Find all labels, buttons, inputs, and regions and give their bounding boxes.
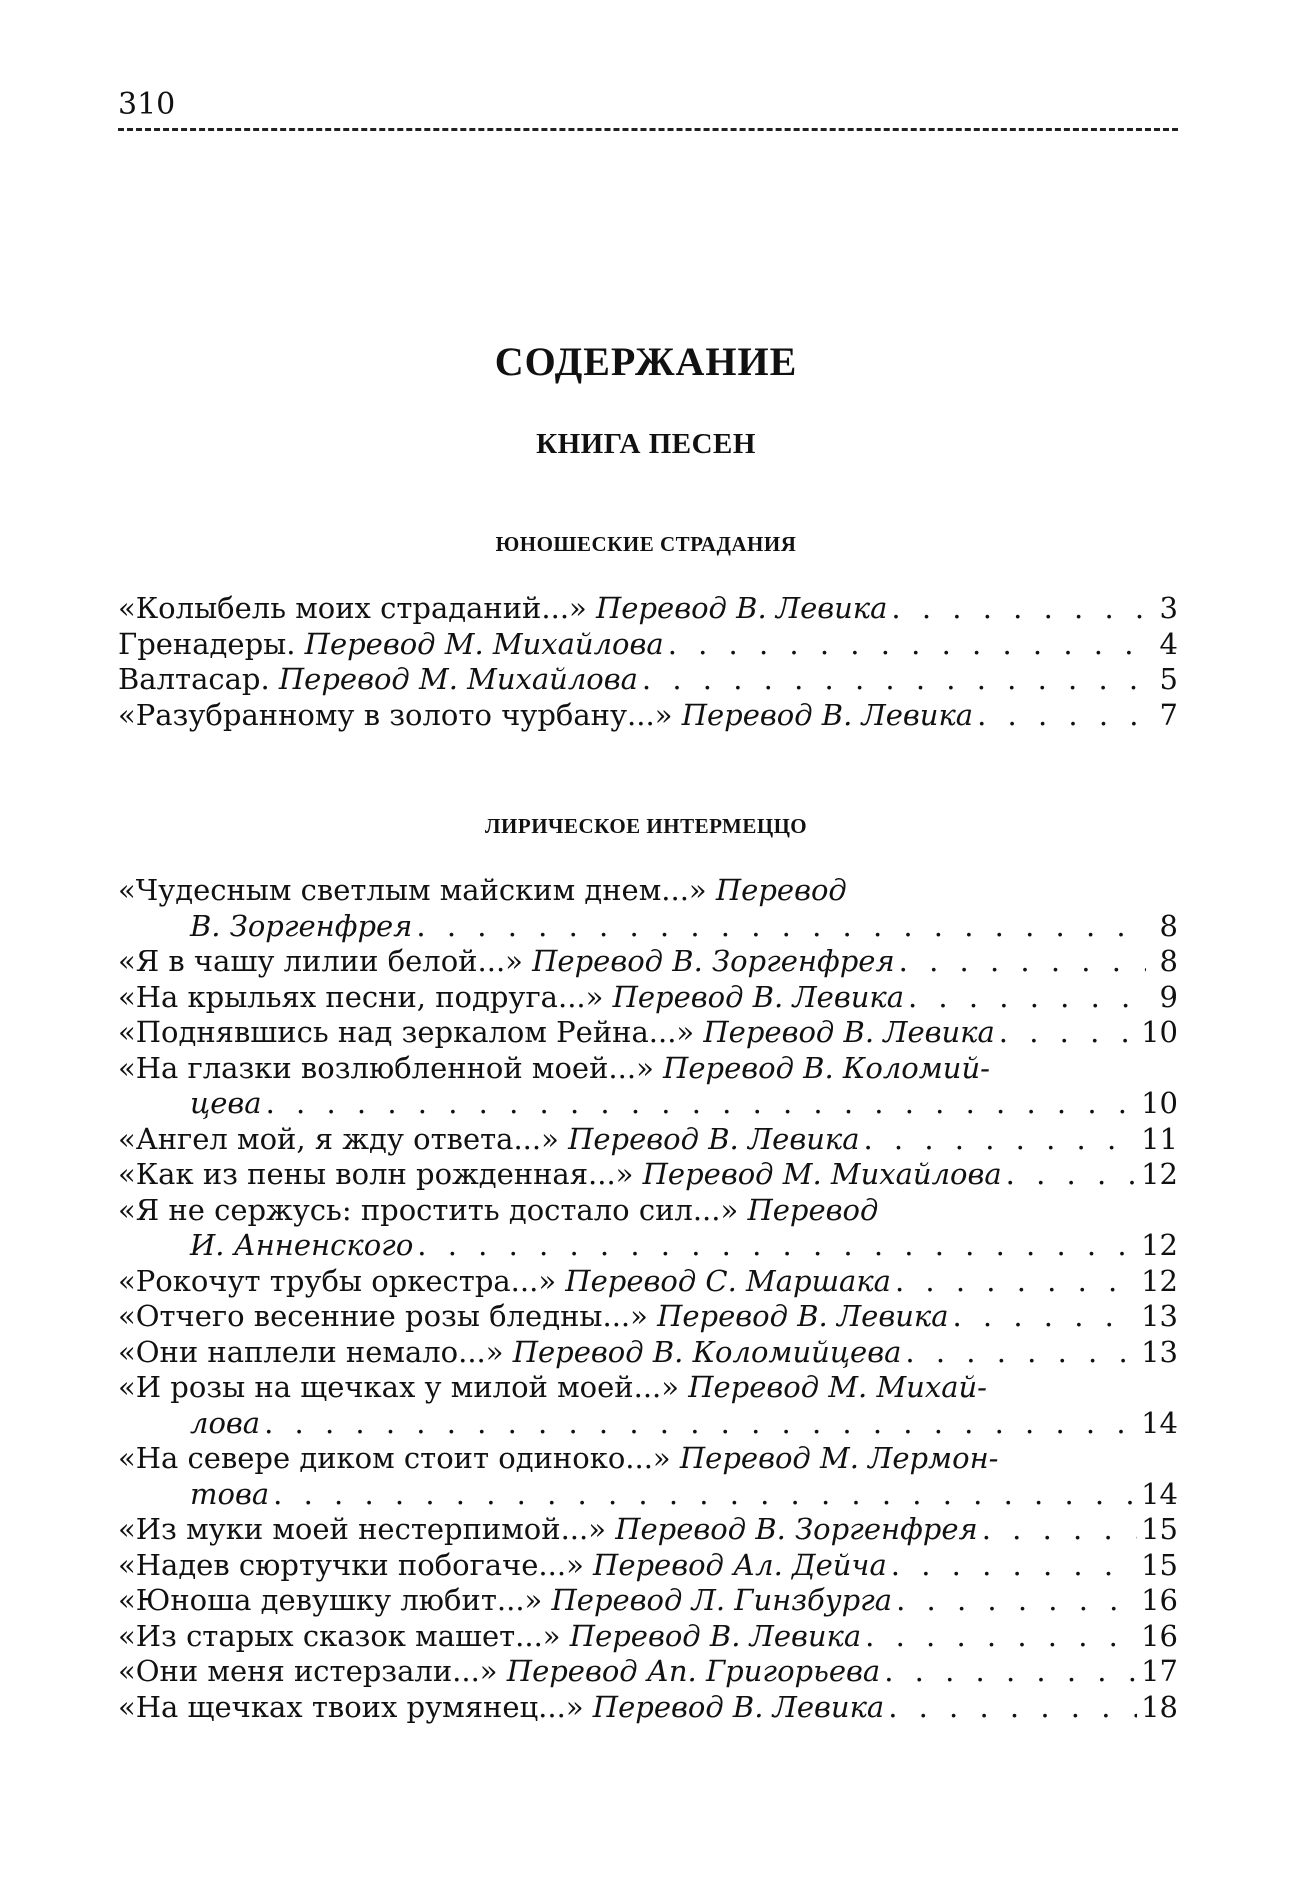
word-space <box>587 591 596 627</box>
page-ref: 3 <box>1159 591 1178 625</box>
dot-leader <box>865 1619 1137 1655</box>
dot-leader <box>416 909 1146 945</box>
entry-title: «Колыбель моих страданий...» <box>118 591 587 625</box>
toc-entry-line <box>118 1051 1178 1087</box>
translator-credit: Перевод В. Левика <box>569 1618 862 1653</box>
dot-leader <box>999 1015 1137 1051</box>
word-space <box>542 1583 551 1619</box>
page-ref: 12 <box>1141 1157 1178 1191</box>
word-space <box>559 1122 568 1158</box>
dot-leader <box>273 1477 1137 1513</box>
page-ref: 4 <box>1159 626 1178 661</box>
word-space <box>679 1370 688 1406</box>
entry-title: «Я в чашу лилии белой...» <box>118 944 523 978</box>
page-ref: 12 <box>1141 1263 1178 1298</box>
toc-entry-line <box>118 662 1178 698</box>
page-ref: 14 <box>1141 1476 1178 1511</box>
translator-credit: Перевод <box>747 1192 879 1227</box>
translator-credit: Перевод Ал. Дейча <box>593 1547 887 1582</box>
translator-credit: цева <box>190 1086 262 1120</box>
toc-entry-line <box>118 1548 1178 1584</box>
page-ref: 18 <box>1141 1689 1178 1724</box>
translator-credit: Перевод М. Лермон- <box>679 1441 999 1475</box>
dot-leader <box>264 1406 1137 1442</box>
entry-title: «Из муки моей нестерпимой...» <box>118 1512 606 1546</box>
toc-entry-line <box>118 698 1178 734</box>
toc-entry-line <box>118 1406 1178 1442</box>
page-ref: 13 <box>1141 1299 1178 1333</box>
entry-title: «И розы на щечках у милой моей...» <box>118 1370 680 1404</box>
word-space <box>603 980 612 1016</box>
dot-leader <box>668 627 1146 663</box>
word-space <box>270 662 279 698</box>
translator-credit: Перевод М. Михай- <box>688 1370 987 1404</box>
word-space <box>707 873 716 909</box>
translator-credit: Перевод В. Левика <box>657 1299 949 1333</box>
dot-leader <box>952 1299 1137 1335</box>
page-ref: 14 <box>1141 1405 1178 1440</box>
word-space <box>561 1619 570 1655</box>
word-space <box>654 1051 663 1087</box>
toc-entry-line <box>118 1335 1178 1371</box>
section-title: ЮНОШЕСКИЕ СТРАДАНИЯ <box>495 532 797 556</box>
entry-title: «Рокочут трубы оркестра...» <box>118 1263 557 1298</box>
page-ref: 9 <box>1159 979 1178 1014</box>
header-rule <box>118 128 1178 131</box>
toc-entry-line <box>118 1583 1178 1619</box>
toc-entry-line <box>118 1015 1178 1051</box>
translator-credit: Перевод В. Коломий- <box>663 1050 990 1085</box>
toc-entry-line <box>118 1299 1178 1335</box>
dot-leader <box>896 1583 1137 1619</box>
entry-title: «На крыльях песни, подруга...» <box>118 979 604 1014</box>
word-space <box>584 1690 593 1726</box>
page-ref: 12 <box>1141 1228 1178 1262</box>
toc-entry-line <box>118 1157 1178 1193</box>
toc-entry-line <box>118 1193 1178 1229</box>
translator-credit: Перевод В. Левика <box>681 697 974 732</box>
dot-leader <box>888 1690 1137 1726</box>
toc-entry-line <box>118 909 1178 945</box>
page-ref: 8 <box>1159 908 1178 943</box>
word-space <box>295 627 304 663</box>
toc-entry-line <box>118 944 1178 980</box>
dot-leader <box>899 944 1146 980</box>
entry-title: «Юноша девушку любит...» <box>118 1583 543 1617</box>
toc-list <box>118 873 1178 1725</box>
word-space <box>672 698 681 734</box>
toc-entry-line <box>118 1441 1178 1477</box>
page-ref: 13 <box>1141 1334 1178 1369</box>
page-ref: 17 <box>1141 1654 1178 1688</box>
dot-leader <box>863 1122 1137 1158</box>
translator-credit: Перевод М. Михайлова <box>304 626 664 661</box>
entry-title: «Как из пены волн рожденная...» <box>118 1157 634 1191</box>
translator-credit: В. Зоргенфрея <box>190 908 413 943</box>
page-ref: 16 <box>1141 1583 1178 1617</box>
word-space <box>556 1264 565 1300</box>
translator-credit: Перевод В. Левика <box>612 979 904 1014</box>
entry-title: «Я не сержусь: простить достало сил...» <box>118 1192 739 1227</box>
translator-credit: лова <box>190 1405 261 1440</box>
word-space <box>584 1548 593 1584</box>
translator-credit: Перевод В. Зоргенфрея <box>532 944 895 978</box>
dot-leader <box>895 1264 1137 1300</box>
translator-credit: Перевод <box>715 873 847 907</box>
page-ref: 8 <box>1159 944 1178 978</box>
entry-title: «Отчего весенние розы бледны...» <box>118 1299 648 1333</box>
entry-title: «Поднявшись над зеркалом Рейна...» <box>118 1015 695 1049</box>
word-space <box>671 1441 680 1477</box>
page-number: 310 <box>118 87 176 122</box>
page-ref: 10 <box>1141 1015 1178 1049</box>
page-ref: 15 <box>1141 1547 1178 1582</box>
toc-entry-line <box>118 980 1178 1016</box>
translator-credit: Перевод В. Левика <box>596 591 888 625</box>
toc-entry-line <box>118 873 1178 909</box>
dot-leader <box>908 980 1146 1016</box>
translator-credit: И. Анненского <box>190 1228 414 1262</box>
toc-entry-line <box>118 1228 1178 1264</box>
entry-title: «На глазки возлюбленной моей...» <box>118 1050 654 1085</box>
translator-credit: Перевод В. Левика <box>592 1689 885 1724</box>
word-space <box>504 1335 513 1371</box>
translator-credit: Перевод М. Михайлова <box>278 662 638 696</box>
toc-entry-line <box>118 1477 1178 1513</box>
entry-title: «Они наплели немало...» <box>118 1334 504 1369</box>
entry-title: «Надев сюртучки побогаче...» <box>118 1547 584 1582</box>
entry-title: «Ангел мой, я жду ответа...» <box>118 1121 559 1156</box>
page-ref: 7 <box>1159 697 1178 732</box>
dot-leader <box>891 591 1146 627</box>
dot-leader <box>266 1086 1138 1122</box>
toc-list <box>118 591 1178 733</box>
toc-entry-line <box>118 591 1178 627</box>
page-ref: 10 <box>1141 1086 1178 1120</box>
word-space <box>694 1015 703 1051</box>
toc-entry-line <box>118 1619 1178 1655</box>
entry-title: «Разубранному в золото чурбану...» <box>118 697 673 732</box>
translator-credit: Перевод Ап. Григорьева <box>506 1654 881 1688</box>
page-ref: 11 <box>1141 1121 1178 1156</box>
entry-title: «На щечках твоих румянец...» <box>118 1689 584 1724</box>
dot-leader <box>417 1228 1137 1264</box>
toc-entry-line <box>118 1690 1178 1726</box>
page-ref: 5 <box>1159 662 1178 696</box>
toc-entry-line <box>118 1086 1178 1122</box>
word-space <box>633 1157 642 1193</box>
translator-credit: Перевод Л. Гинзбурга <box>551 1583 893 1617</box>
translator-credit: Перевод В. Зоргенфрея <box>615 1512 978 1546</box>
translator-credit: Перевод В. Коломийцева <box>512 1334 902 1369</box>
dot-leader <box>982 1512 1137 1548</box>
toc-entry-line <box>118 1654 1178 1690</box>
section-title: ЛИРИЧЕСКОЕ ИНТЕРМЕЦЦО <box>484 814 808 838</box>
entry-title: «Из старых сказок машет...» <box>118 1618 561 1653</box>
entry-title: Валтасар. <box>118 662 270 696</box>
word-space <box>523 944 532 980</box>
book-title: КНИГА ПЕСЕН <box>536 428 756 460</box>
translator-credit: това <box>190 1476 270 1511</box>
dot-leader <box>891 1548 1137 1584</box>
translator-credit: Перевод В. Левика <box>568 1121 860 1156</box>
word-space <box>606 1512 615 1548</box>
toc-entry-line <box>118 1370 1178 1406</box>
contents-title: СОДЕРЖАНИЕ <box>494 339 798 384</box>
word-space <box>648 1299 657 1335</box>
toc-entry-line <box>118 1122 1178 1158</box>
page-ref: 16 <box>1141 1618 1178 1653</box>
toc-entry-line <box>118 627 1178 663</box>
page-ref: 15 <box>1141 1512 1178 1546</box>
dot-leader <box>642 662 1146 698</box>
dot-leader <box>1006 1157 1137 1193</box>
toc-entry-line <box>118 1512 1178 1548</box>
word-space <box>498 1654 507 1690</box>
entry-title: «На севере диком стоит одиноко...» <box>118 1441 671 1475</box>
entry-title: «Чудесным светлым майским днем...» <box>118 873 707 907</box>
entry-title: Гренадеры. <box>118 626 296 661</box>
translator-credit: Перевод С. Маршака <box>565 1263 891 1298</box>
translator-credit: Перевод М. Михайлова <box>642 1157 1002 1191</box>
dot-leader <box>977 698 1146 734</box>
toc-entry-line <box>118 1264 1178 1300</box>
translator-credit: Перевод В. Левика <box>703 1015 995 1049</box>
dot-leader <box>905 1335 1137 1371</box>
entry-title: «Они меня истерзали...» <box>118 1654 498 1688</box>
dot-leader <box>884 1654 1137 1690</box>
